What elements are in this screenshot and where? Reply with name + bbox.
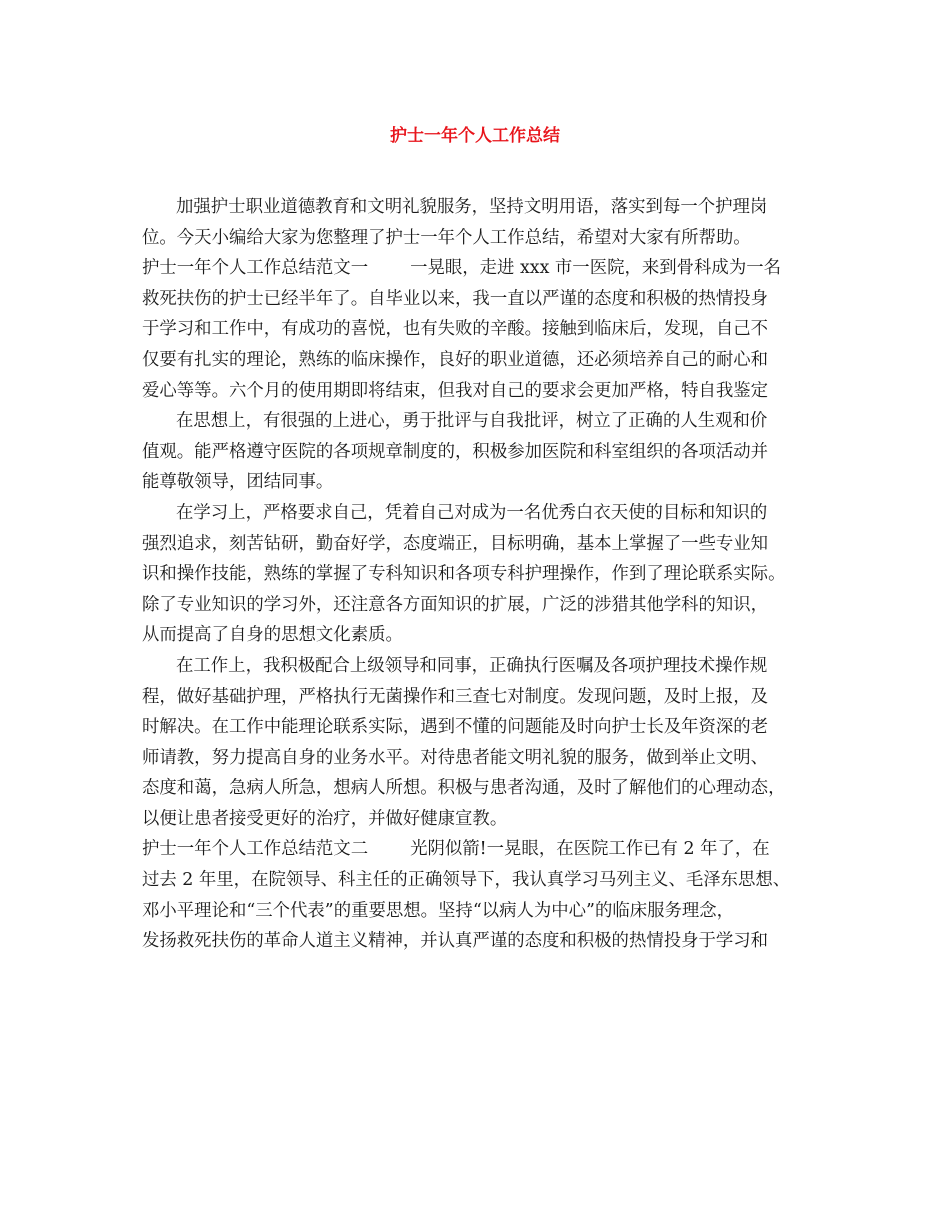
section-heading-2: 护士一年个人工作总结范文二 (142, 839, 369, 860)
document-body (142, 192, 822, 957)
paragraph-line: 在工作上，我积极配合上级领导和同事，正确执行医嘱及各项护理技术操作规 (176, 655, 768, 676)
paragraph-line: 过去 2 年里，在院领导、科主任的正确领导下，我认真学习马列主义、毛泽东思想、 (142, 870, 791, 891)
section-heading-1: 护士一年个人工作总结范文一 (142, 258, 369, 279)
paragraph-line (142, 253, 822, 284)
section-1-intro: 一晃眼，走进 xxx 市一医院，来到骨科成为一名 (410, 258, 781, 279)
paragraph-line: 识和操作技能，熟练的掌握了专科知识和各项专科护理操作，作到了理论联系实际。 (142, 564, 786, 585)
paragraph-line: 发扬救死扶伤的革命人道主义精神，并认真严谨的态度和积极的热情投身于学习和 (142, 931, 769, 952)
paragraph-line: 位。今天小编给大家为您整理了护士一年个人工作总结，希望对大家有所帮助。 (142, 227, 751, 248)
section-2-intro: 光阴似箭!一晃眼，在医院工作已有 2 年了，在 (410, 839, 770, 860)
document-title: 护士一年个人工作总结 (390, 126, 560, 146)
paragraph-line (142, 834, 822, 865)
paragraph-line: 强烈追求，刻苦钻研，勤奋好学，态度端正，目标明确，基本上掌握了一些专业知 (142, 533, 769, 554)
paragraph-line: 从而提高了自身的思想文化素质。 (142, 625, 403, 646)
paragraph-line: 救死扶伤的护士已经半年了。自毕业以来，我一直以严谨的态度和积极的热情投身 (142, 288, 769, 309)
paragraph-line: 值观。能严格遵守医院的各项规章制度的，积极参加医院和科室组织的各项活动并 (142, 441, 769, 462)
paragraph-line: 程，做好基础护理，严格执行无菌操作和三查七对制度。发现问题，及时上报，及 (142, 686, 769, 707)
paragraph-line: 邓小平理论和“三个代表”的重要思想。坚持“以病人为中心”的临床服务理念， (142, 900, 735, 921)
paragraph-line: 在学习上，严格要求自己，凭着自己对成为一名优秀白衣天使的目标和知识的 (176, 502, 768, 523)
paragraph-line: 加强护士职业道德教育和文明礼貌服务，坚持文明用语，落实到每一个护理岗 (176, 197, 768, 217)
paragraph-line: 能尊敬领导，团结同事。 (142, 472, 334, 493)
paragraph-line: 爱心等等。六个月的使用期即将结束，但我对自己的要求会更加严格，特自我鉴定 (142, 380, 769, 401)
paragraph-line: 态度和蔼，急病人所急，想病人所想。积极与患者沟通，及时了解他们的心理动态， (142, 778, 786, 799)
paragraph-line: 仅要有扎实的理论，熟练的临床操作，良好的职业道德，还必须培养自己的耐心和 (142, 349, 769, 370)
paragraph-line: 师请教，努力提高自身的业务水平。对待患者能文明礼貌的服务，做到举止文明、 (142, 747, 769, 768)
paragraph-line: 时解决。在工作中能理论联系实际，遇到不懂的问题能及时向护士长及年资深的老 (142, 717, 769, 738)
paragraph-line: 以便让患者接受更好的治疗，并做好健康宣教。 (142, 808, 508, 829)
paragraph-line: 于学习和工作中，有成功的喜悦，也有失败的辛酸。接触到临床后，发现，自己不 (142, 319, 769, 340)
paragraph-line: 除了专业知识的学习外，还注意各方面知识的扩展，广泛的涉猎其他学科的知识， (142, 594, 769, 615)
paragraph-line: 在思想上，有很强的上进心，勇于批评与自我批评，树立了正确的人生观和价 (176, 411, 768, 432)
